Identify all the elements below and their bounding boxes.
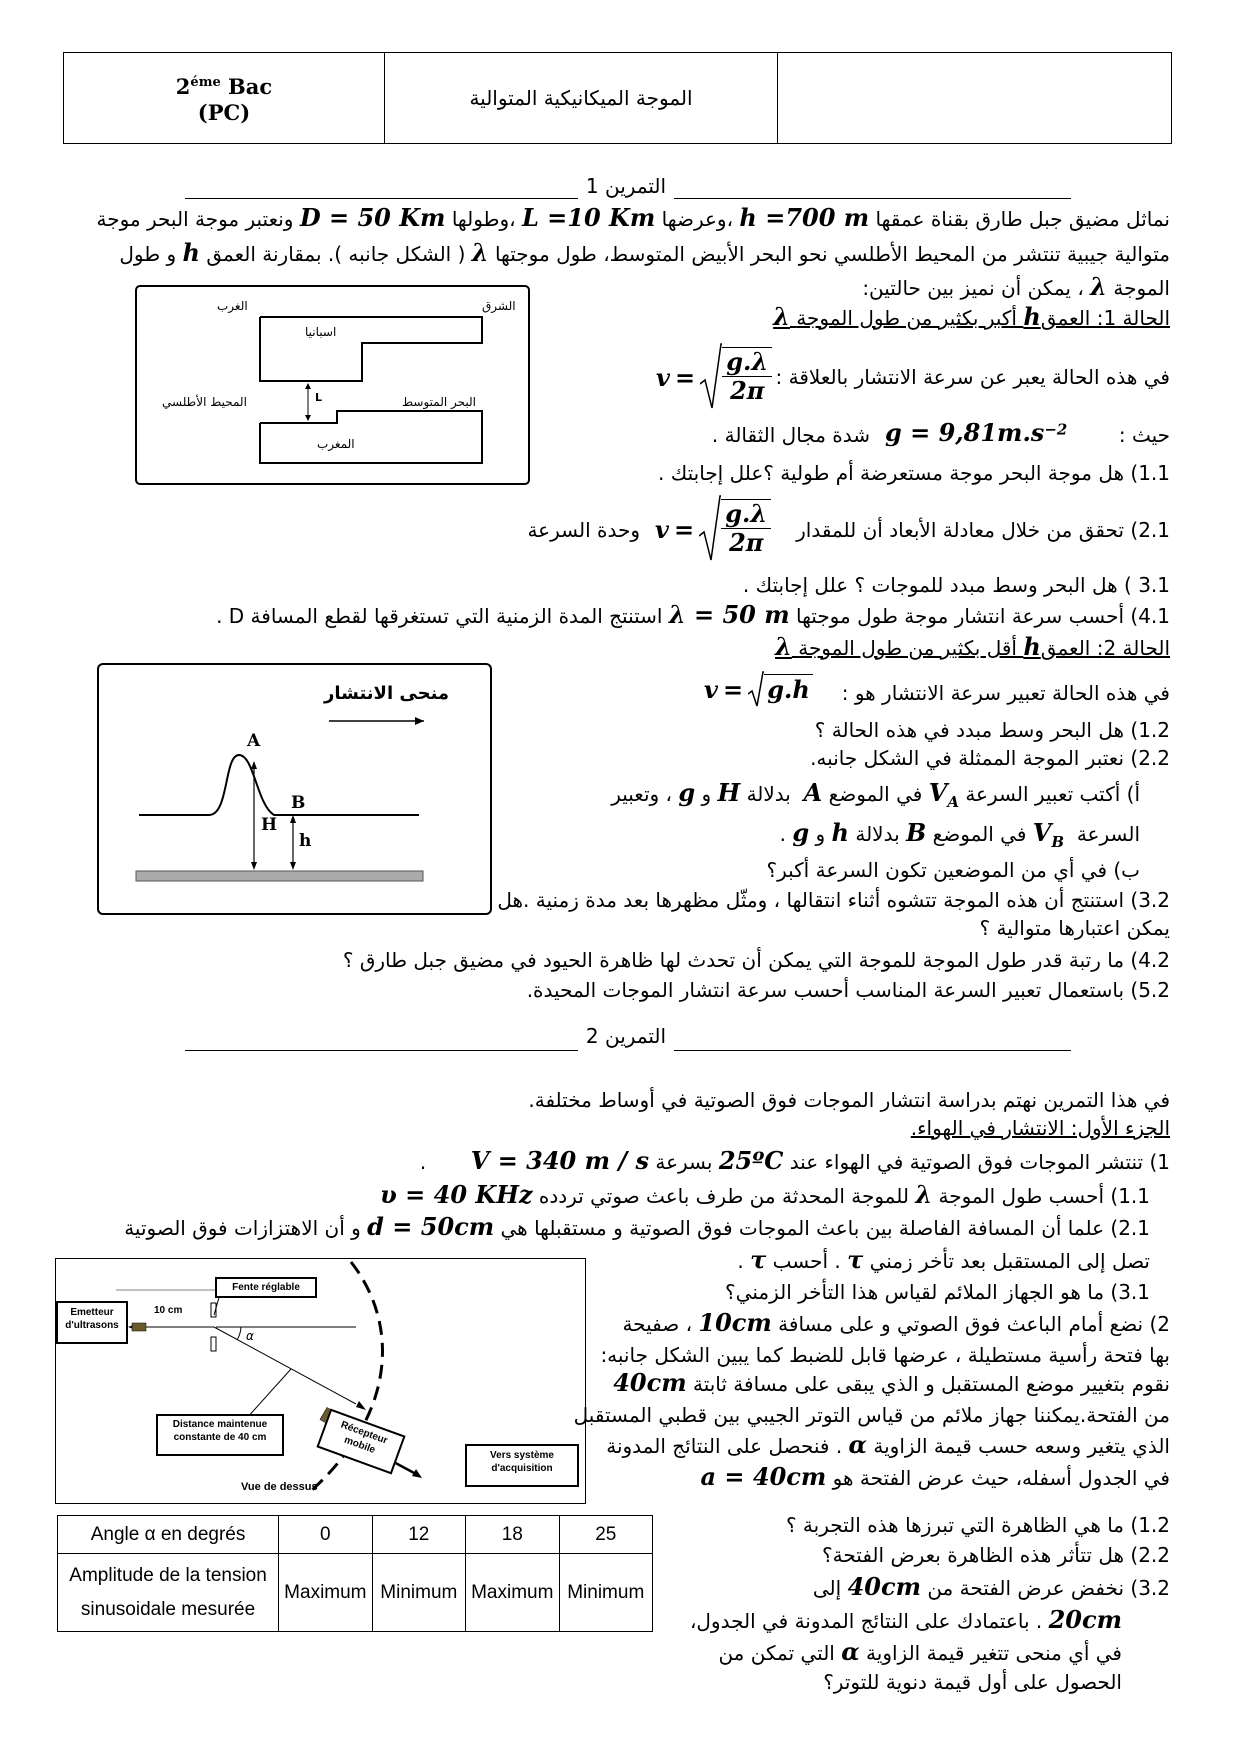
- ex2-intro: في هذا التمرين نهتم بدراسة انتشار الموجات فوق الصوتية في أوساط مختلفة.: [528, 1088, 1170, 1112]
- label-east: الشرق: [482, 299, 516, 313]
- level-cell: [64, 53, 385, 144]
- case2-formula: v = g.h: [704, 670, 813, 708]
- level-sup: éme: [190, 75, 221, 90]
- ex1-line3: الموجة λ ، يمكن أن نميز بين حالتين:: [862, 272, 1170, 301]
- q2-1-a: 2.1) تحقق من خلال معادلة الأبعاد أن للمقدار: [796, 518, 1170, 542]
- height-H: H: [261, 815, 278, 835]
- case1-heading: الحالة 1: العمقh أكبر بكثير من طول الموجة λ: [773, 302, 1170, 331]
- amplitude-cell: Minimum: [372, 1554, 465, 1632]
- ultrasound-figure: [55, 1258, 586, 1504]
- amplitude-cell: Maximum: [466, 1554, 559, 1632]
- case2-relation-text: في هذه الحالة تعبير سرعة الانتشار هو :: [841, 681, 1170, 705]
- case1-formula: v = $\frac{g.\lambda}{2\pi}$: [656, 342, 772, 412]
- angle-cell: 0: [279, 1516, 372, 1554]
- propagation-direction: منحى الانتشار: [324, 683, 450, 704]
- receiver-label: Récepteur mobile: [316, 1409, 405, 1475]
- ex2-q2-1: 2.1) علما أن المسافة الفاصلة بين باعث الموجات فوق الصوتية و مستقبلها هي d = 50cm و أن الاهتزازات فوق الصوتية: [124, 1212, 1150, 1241]
- header-table: [63, 52, 1172, 144]
- ex2-q3-2-d: في أي منحى تتغير قيمة الزاوية α التي تمكن من: [718, 1637, 1122, 1666]
- angle-cell: 25: [559, 1516, 652, 1554]
- case1-relation-text: في هذه الحالة يعبر عن سرعة الانتشار بالعلاقة :: [775, 365, 1170, 389]
- q4-2: 4.2) ما رتبة قدر طول الموجة للموجة التي يمكن أن تحدث لها ظاهرة الحيود في مضيق جبل طارق ؟: [342, 948, 1170, 972]
- ex2-q1-2: 1.2) ما هي الظاهرة التي تبرزها هذه التجربة ؟: [785, 1513, 1170, 1537]
- label-L: L: [315, 391, 323, 404]
- q2-1-formula: v = $\frac{g.\lambda}{2\pi}$: [655, 494, 771, 564]
- amplitude-cell: Minimum: [559, 1554, 652, 1632]
- ex1-title: التمرين 1: [585, 174, 667, 198]
- emitter-label: Emetteur d'ultrasons: [56, 1301, 128, 1344]
- distance-label: Distance maintenue constante de 40 cm: [156, 1414, 284, 1456]
- q2-2: 2.2) نعتبر الموجة الممثلة في الشكل جانبه.: [810, 746, 1170, 770]
- acquisition-label: Vers système d'acquisition: [465, 1444, 579, 1487]
- ex2-q2-h: في الجدول أسفله، حيث عرض الفتحة هو a = 40cm: [700, 1462, 1170, 1491]
- ex2-q2-2: 2.2) هل تتأثر هذه الظاهرة بعرض الفتحة؟: [822, 1543, 1170, 1567]
- g-value: $g = 9,81m.s^{-2}$: [885, 418, 1068, 447]
- q2-2-b: السرعة $V_B$ في الموضع B بدلالة h و g .: [779, 818, 1140, 851]
- q3-2-b: يمكن اعتبارها متوالية ؟: [979, 916, 1170, 940]
- results-table: [57, 1515, 653, 1632]
- ex2-q2-c: بها فتحة رأسية مستطيلة ، عرضها قابل للضبط كما يبين الشكل جانبه:: [600, 1343, 1170, 1367]
- label-med: البحر المتوسط: [402, 395, 476, 409]
- angle-cell: 18: [466, 1516, 559, 1554]
- ex2-q2-f: الذي يتغير وسعه حسب قيمة الزاوية α . فنحصل على النتائج المدونة: [606, 1430, 1170, 1459]
- amplitude-cell: Maximum: [279, 1554, 372, 1632]
- case2-heading: الحالة 2: العمقh أقل بكثير من طول الموجة λ: [775, 632, 1170, 661]
- slit-label: Fente réglable: [215, 1277, 317, 1298]
- ex2-q3-2-f: الحصول على أول قيمة دنوية للتوتر؟: [823, 1670, 1122, 1694]
- section-label: (PC): [197, 100, 251, 125]
- label-spain: اسبانيا: [305, 325, 337, 339]
- height-h: h: [299, 831, 312, 851]
- ex2-q1-1: 1.1) أحسب طول الموجة λ للموجة المحدثة من طرف باعث صوتي تردده υ = 40 KHz: [380, 1180, 1150, 1209]
- point-B: B: [291, 793, 306, 813]
- label-atlantic: المحيط الأطلسي: [162, 395, 247, 409]
- q5-2: 5.2) باستعمال تعبير السرعة المناسب أحسب سرعة انتشار الموجات المحيدة.: [526, 978, 1170, 1002]
- q2-2-a: أ) أكتب تعبير السرعة $V_A$ في الموضع A بدلالة H و g ، وتعبير: [611, 778, 1140, 811]
- q4-1: 4.1) أحسب سرعة انتشار موجة طول موجتها λ = 50 m استنتج المدة الزمنية التي تستغرقها لقطع المسافة D .: [216, 600, 1170, 629]
- q3-1: 3.1 ) هل البحر وسط مبدد للموجات ؟ علل إجابتك .: [742, 573, 1170, 597]
- q1-2: 1.2) هل البحر وسط مبدد في هذه الحالة ؟: [814, 718, 1170, 742]
- q3-2-a: 3.2) استنتج أن هذه الموجة تتشوه أثناء انتقالها ، ومثّل مظهرها بعد مدة زمنية .هل: [497, 888, 1170, 912]
- empty-cell: [778, 53, 1172, 144]
- alpha-label: α: [246, 1329, 254, 1343]
- doc-title: الموجة الميكانيكية المتوالية: [385, 53, 778, 144]
- g-text: شدة مجال الثقالة .: [711, 423, 870, 447]
- point-A: A: [247, 731, 261, 751]
- dist-10cm: 10 cm: [154, 1305, 183, 1316]
- ex1-line1: نماثل مضيق جبل طارق بقناة عمقها h =700 m ،وعرضها L =10 Km ،وطولها D = 50 Km ونعتبر موجة البحر موجة: [96, 203, 1170, 232]
- top-view-label: Vue de dessus: [241, 1481, 318, 1493]
- where-label: حيث :: [1118, 423, 1170, 447]
- ex2-q2: 2) نضع أمام الباعث فوق الصوتي و على مسافة 10cm ، صفيحة: [622, 1308, 1170, 1337]
- wave-figure: [97, 663, 492, 915]
- ex2-title: التمرين 2: [585, 1024, 667, 1048]
- level-word: Bac: [228, 74, 273, 99]
- label-west: الغرب: [217, 299, 248, 313]
- ex2-q3-2-c: 20cm . باعتمادك على النتائج المدونة في الجدول،: [689, 1605, 1122, 1634]
- ex2-q2-1-c: تصل إلى المستقبل بعد تأخر زمني τ . أحسب τ .: [737, 1245, 1150, 1274]
- label-morocco: المغرب: [317, 437, 355, 451]
- ex1-line2: متوالية جيبية تنتشر من المحيط الأطلسي نحو البحر الأبيض المتوسط، طول موجتها λ ( الشكل جانبه ). بمقارنة العمق h و طول: [119, 238, 1170, 267]
- ex2-q2-d: نقوم بتغيير موضع المستقبل و الذي يبقى على مسافة ثابتة 40cm: [613, 1368, 1170, 1397]
- ex2-q2-e: من الفتحة.يمكننا جهاز ملائم من قياس التوتر الجيبي بين قطبي المستقبل: [573, 1403, 1170, 1427]
- level-number: 2: [175, 74, 191, 99]
- ex2-q3-1: 3.1) ما هو الجهاز الملائم لقياس هذا التأخر الزمني؟: [725, 1280, 1150, 1304]
- angle-header: Angle α en degrés: [58, 1516, 279, 1554]
- q1-1: 1.1) هل موجة البحر موجة مستعرضة أم طولية ؟علل إجابتك .: [658, 461, 1170, 485]
- q2-2-c: ب) في أي من الموضعين تكون السرعة أكبر؟: [766, 858, 1140, 882]
- q2-1-b: وحدة السرعة: [527, 518, 640, 542]
- ex2-q3-2: 3.2) نخفض عرض الفتحة من 40cm إلى: [812, 1572, 1170, 1601]
- ex2-q1: 1) تنتشر الموجات فوق الصوتية في الهواء عند 25ºC بسرعة V = 340 m / s .: [419, 1146, 1170, 1175]
- ex2-part1: الجزء الأول: الانتشار في الهواء.: [910, 1116, 1170, 1140]
- angle-cell: 12: [372, 1516, 465, 1554]
- amplitude-header: Amplitude de la tension sinusoidale mesurée: [58, 1554, 279, 1632]
- strait-figure: [135, 285, 530, 485]
